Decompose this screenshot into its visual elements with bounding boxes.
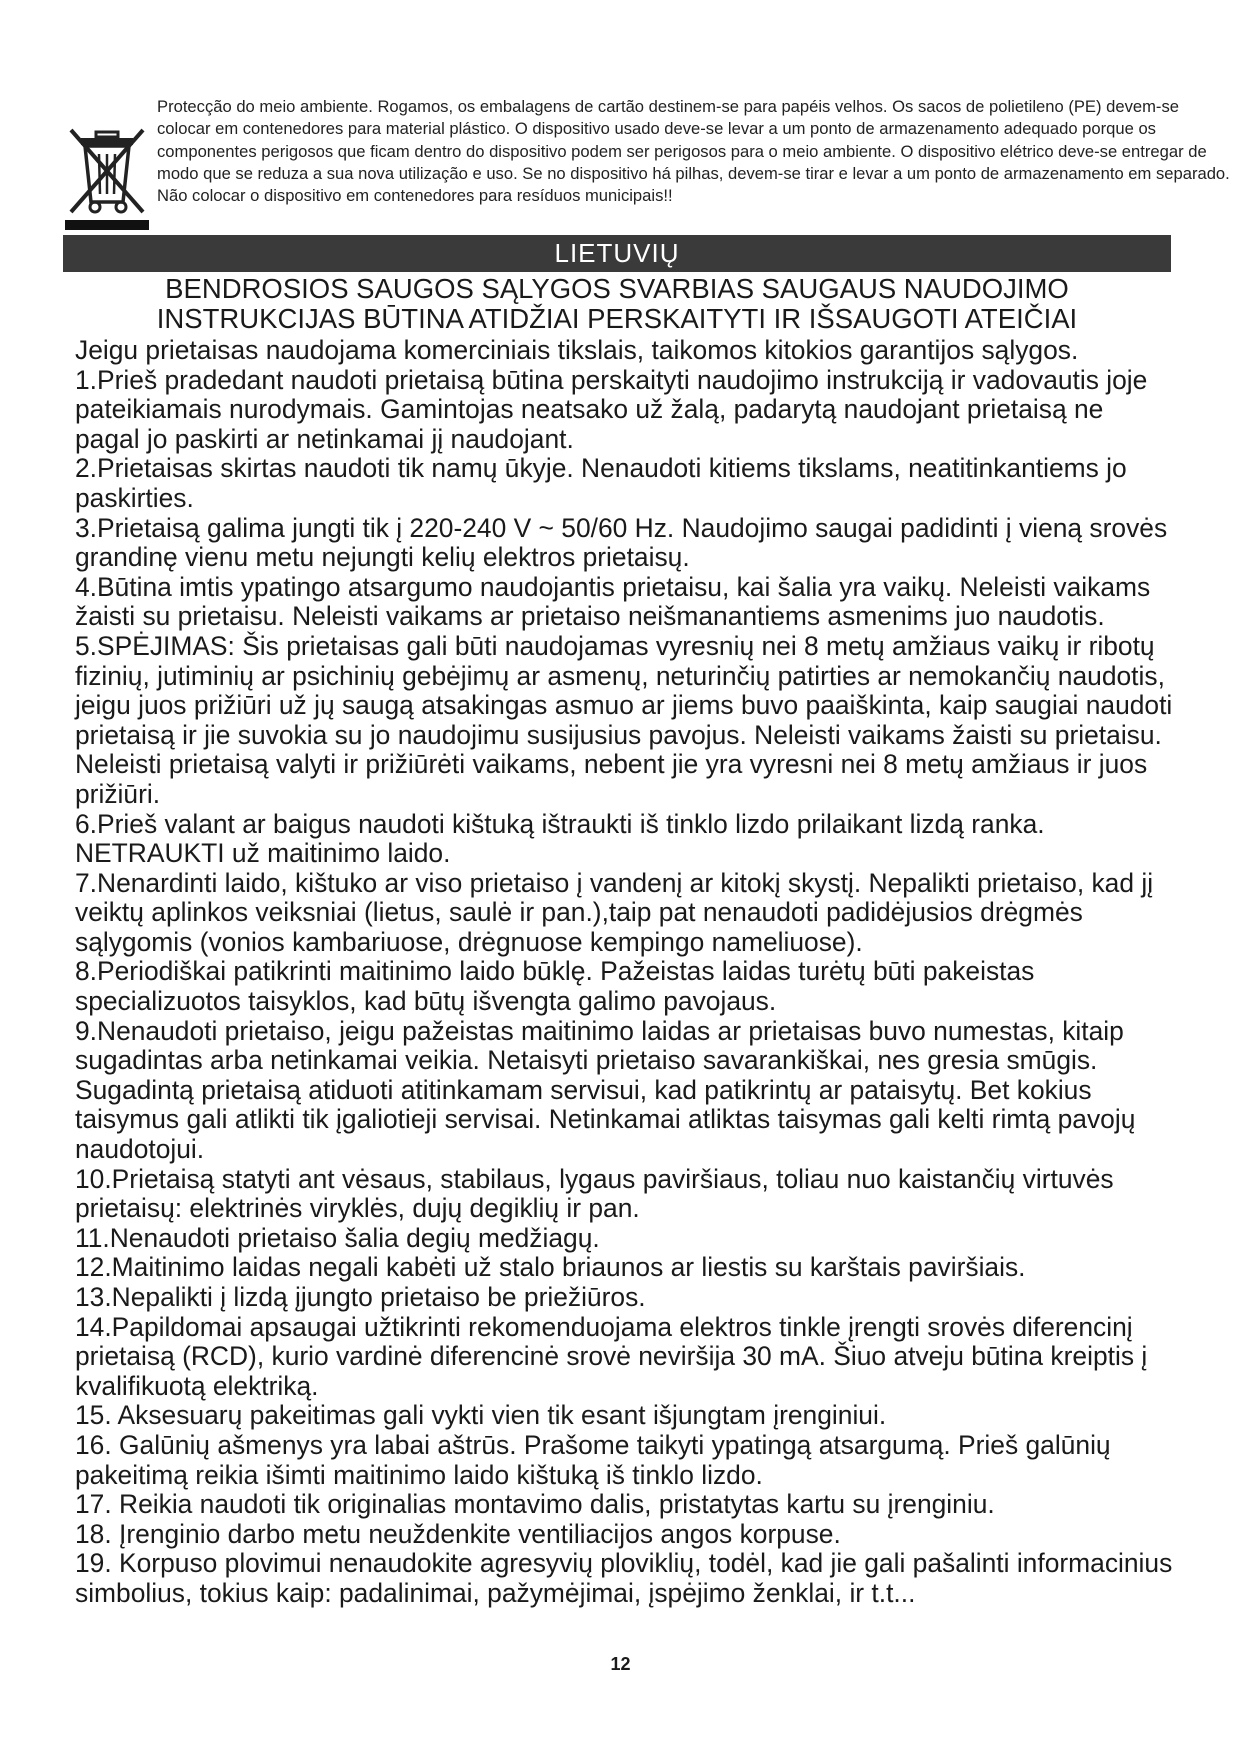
instruction-item-1: 1.Prieš pradedant naudoti prietaisą būtina perskaityti naudojimo instrukciją ir vadovautis joje pateikiamais nurodymais. Gamintojas neatsako už žalą, padarytą naudojant prietaisą ne pagal jo paskirti ar netinkamai jį naudojant. [75, 364, 1148, 454]
instruction-item-13: 13.Nepalikti į lizdą įjungto prietaiso be priežiūros. [75, 1282, 646, 1312]
environment-text: Protecção do meio ambiente. Rogamos, os embalagens de cartão destinem-se para papéis velhos. Os sacos de polietileno (PE) devem-se colocar em contenedores para material plástico. O dispositivo usado deve-se levar a um ponto de armazenamento adequado porque os componentes perigosos que ficam dentro do dispositivo podem ser perigosos para o meio ambiente. O dispositivo elétrico deve-se entregar de modo que se reduza a sua nova utilização e uso. Se no dispositivo há pilhas, devem-se tirar e levar a um ponto de armazenamento em separado. Não colocar o dispositivo em contenedores para resíduos municipais!! [157, 97, 1230, 206]
instruction-item-19: 19. Korpuso plovimui nenaudokite agresyvių ploviklių, todėl, kad jie gali pašalinti informacinius simbolius, tokius kaip: padalinimai, pažymėjimai, įspėjimo ženklai, ir t.t... [75, 1548, 1173, 1608]
instruction-item-3: 3.Prietaisą galima jungti tik į 220-240 V ~ 50/60 Hz. Naudojimo saugai padidinti į vieną srovės grandinę vienu metu nejungti kelių elektros prietaisų. [75, 512, 1168, 573]
instruction-item-11: 11.Nenaudoti prietaiso šalia degių medžiagų. [75, 1222, 600, 1253]
instruction-item-15: 15. Aksesuarų pakeitimas gali vykti vien tik esant išjungtam įrenginiui. [75, 1400, 887, 1431]
instruction-item-4: 4.Būtina imtis ypatingo atsargumo naudojantis prietaisu, kai šalia yra vaikų. Neleisti vaikams žaisti su prietaisu. Neleisti vaikams ar prietaiso neišmanantiems asmenims juo naudotis. [75, 571, 1151, 632]
instruction-item-2: 2.Prietaisas skirtas naudoti tik namų ūkyje. Nenaudoti kitiems tikslams, neatitinkantiems jo paskirties. [75, 453, 1127, 513]
instruction-item-6: 6.Prieš valant ar baigus naudoti kištuką ištraukti iš tinklo lizdo prilaikant lizdą ranka. NETRAUKTI už maitinimo laido. [75, 808, 1045, 869]
instruction-item-18: 18. Įrenginio darbo metu neuždenkite ventiliacijos angos korpuse. [75, 1518, 841, 1549]
language-section-bar: LIETUVIŲ [63, 235, 1171, 272]
instruction-item-5: 5.SPĖJIMAS: Šis prietaisas gali būti naudojamas vyresnių nei 8 metų amžiaus vaikų ir ribotų fizinių, jutiminių ar psichinių gebėjimų ar asmenų, neturinčių patirties ar nemokančių naudotis, jeigu juos prižiūri už jų saugą atsakingas asmuo ar jiems buvo paaiškinta, kaip saugiai naudoti prietaisą ir jie suvokia su jo naudojimu susijusius pavojus. Neleisti vaikams žaisti su prietaisu. Neleisti prietaisą valyti ir prižiūrėti vaikams, nebent jie yra vyresni nei 8 metų amžiaus ir juos prižiūri. [75, 630, 1173, 809]
safety-heading [63, 274, 1171, 334]
safety-instructions [75, 336, 1175, 1609]
page-number: 12 [610, 1654, 631, 1674]
safety-heading-line-1: BENDROSIOS SAUGOS SĄLYGOS SVARBIAS SAUGAUS NAUDOJIMO [165, 273, 1069, 304]
instruction-item-10: 10.Prietaisą statyti ant vėsaus, stabilaus, lygaus paviršiaus, toliau nuo kaistančių virtuvės prietaisų: elektrinės viryklės, dujų degiklių ir pan. [75, 1163, 1114, 1224]
instruction-item-17: 17. Reikia naudoti tik originalias montavimo dalis, pristatytas kartu su įrenginiu. [75, 1489, 995, 1520]
crossed-out-wheelie-bin-icon [63, 118, 151, 230]
instruction-item-16: 16. Galūnių ašmenys yra labai aštrūs. Prašome taikyti ypatingą atsargumą. Prieš galūnių pakeitimą reikia išimti maitinimo laido kištuką iš tinklo lizdo. [75, 1429, 1111, 1490]
environment-notice [63, 96, 1230, 230]
intro-paragraph: Jeigu prietaisas naudojama komerciniais tikslais, taikomos kitokios garantijos sąlygos. [75, 335, 1079, 365]
instruction-item-9: 9.Nenaudoti prietaiso, jeigu pažeistas maitinimo laidas ar prietaisas buvo numestas, kitaip sugadintas arba netinkamai veikia. Netaisyti prietaiso savarankiškai, nes gresia smūgis. Sugadintą prietaisą atiduoti atitinkamam servisui, kad patikrintų ar pataisytų. Bet kokius taisymus gali atlikti tik įgaliotieji servisai. Netinkamai atliktas taisymas gali kelti rimtą pavojų naudotojui. [75, 1015, 1136, 1165]
safety-heading-line-2: INSTRUKCIJAS BŪTINA ATIDŽIAI PERSKAITYTI IR IŠSAUGOTI ATEIČIAI [156, 303, 1078, 334]
instruction-item-12: 12.Maitinimo laidas negali kabėti už stalo briaunos ar liestis su karštais paviršiais. [75, 1252, 1026, 1283]
instruction-item-8: 8.Periodiškai patikrinti maitinimo laido būklę. Pažeistas laidas turėtų būti pakeistas specializuotos taisyklos, kad būtų išvengta galimo pavojaus. [75, 956, 1035, 1017]
instruction-item-7: 7.Nenardinti laido, kištuko ar viso prietaiso į vandenį ar kitokį skystį. Nepalikti prietaiso, kad jį veiktų aplinkos veiksniai (lietus, saulė ir pan.),taip pat nenaudoti padidėjusios drėgmės sąlygomis (vonios kambariuose, drėgnuose kempingo nameliuose). [75, 867, 1154, 957]
instruction-item-14: 14.Papildomai apsaugai užtikrinti rekomenduojama elektros tinkle įrengti srovės diferencinį prietaisą (RCD), kurio vardinė diferencinė srovė neviršija 30 mA. Šiuo atveju būtina kreiptis į kvalifikuotą elektriką. [75, 1311, 1148, 1401]
